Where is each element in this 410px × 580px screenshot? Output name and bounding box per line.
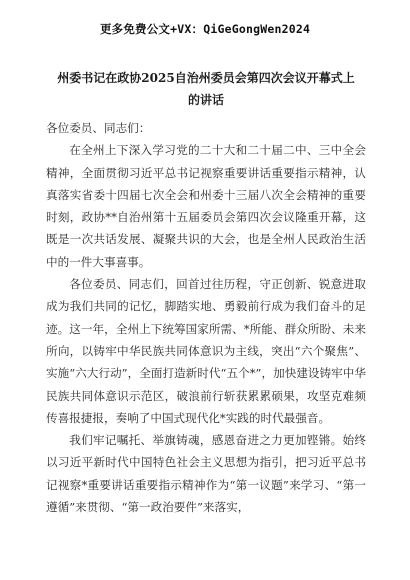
salutation: 各位委员、同志们： (46, 121, 151, 135)
paragraph: 在全州上下深入学习党的二十大和二十届二中、三中全会精神，全面贯彻习近平总书记视察重要讲话重要指示精神，认真落实省委十四届七次全会和州委十三届八次全会精神的重要时刻，政协**自治州第十五届委员会第四次会议隆重开幕，这既是一次共话发展、凝聚共识的大会，也是全州人民政治生活中的一件大事喜事。 (46, 143, 366, 269)
document-title: 州委书记在政协2025自治州委员会第四次会议开幕式上的讲话 (57, 71, 355, 107)
paragraph: 各位委员、同志们，回首过往历程，守正创新、锐意进取成为我们共同的记忆，脚踏实地、勇毅前行成为我们奋斗的足迹。这一年，全州上下统筹国家所需、*所能、群众所盼、未来所向，以铸牢中华民族共同体意识为主线，突出“六个聚焦”、实施“六大行动”，全面打造新时代“五个*”，加快建设铸牢中华民族共同体意识示范区，破浪前行斩获累累硕果，攻坚克难频传喜报捷报，奏响了中国式现代化*实践的时代最强音。 (46, 277, 366, 425)
document-body (46, 117, 366, 518)
paragraph: 我们牢记嘱托、举旗铸魂，感恩奋进之力更加铿锵。始终以习近平新时代中国特色社会主义思想为指引，把习近平总书记视察*重要讲话重要指示精神作为“第一议题”来学习、“第一遵循”来贯彻、“第一政治要件”来落实， (46, 433, 366, 515)
watermark-banner: 更多免费公文+VX：QiGeGongWen2024 (99, 22, 311, 36)
